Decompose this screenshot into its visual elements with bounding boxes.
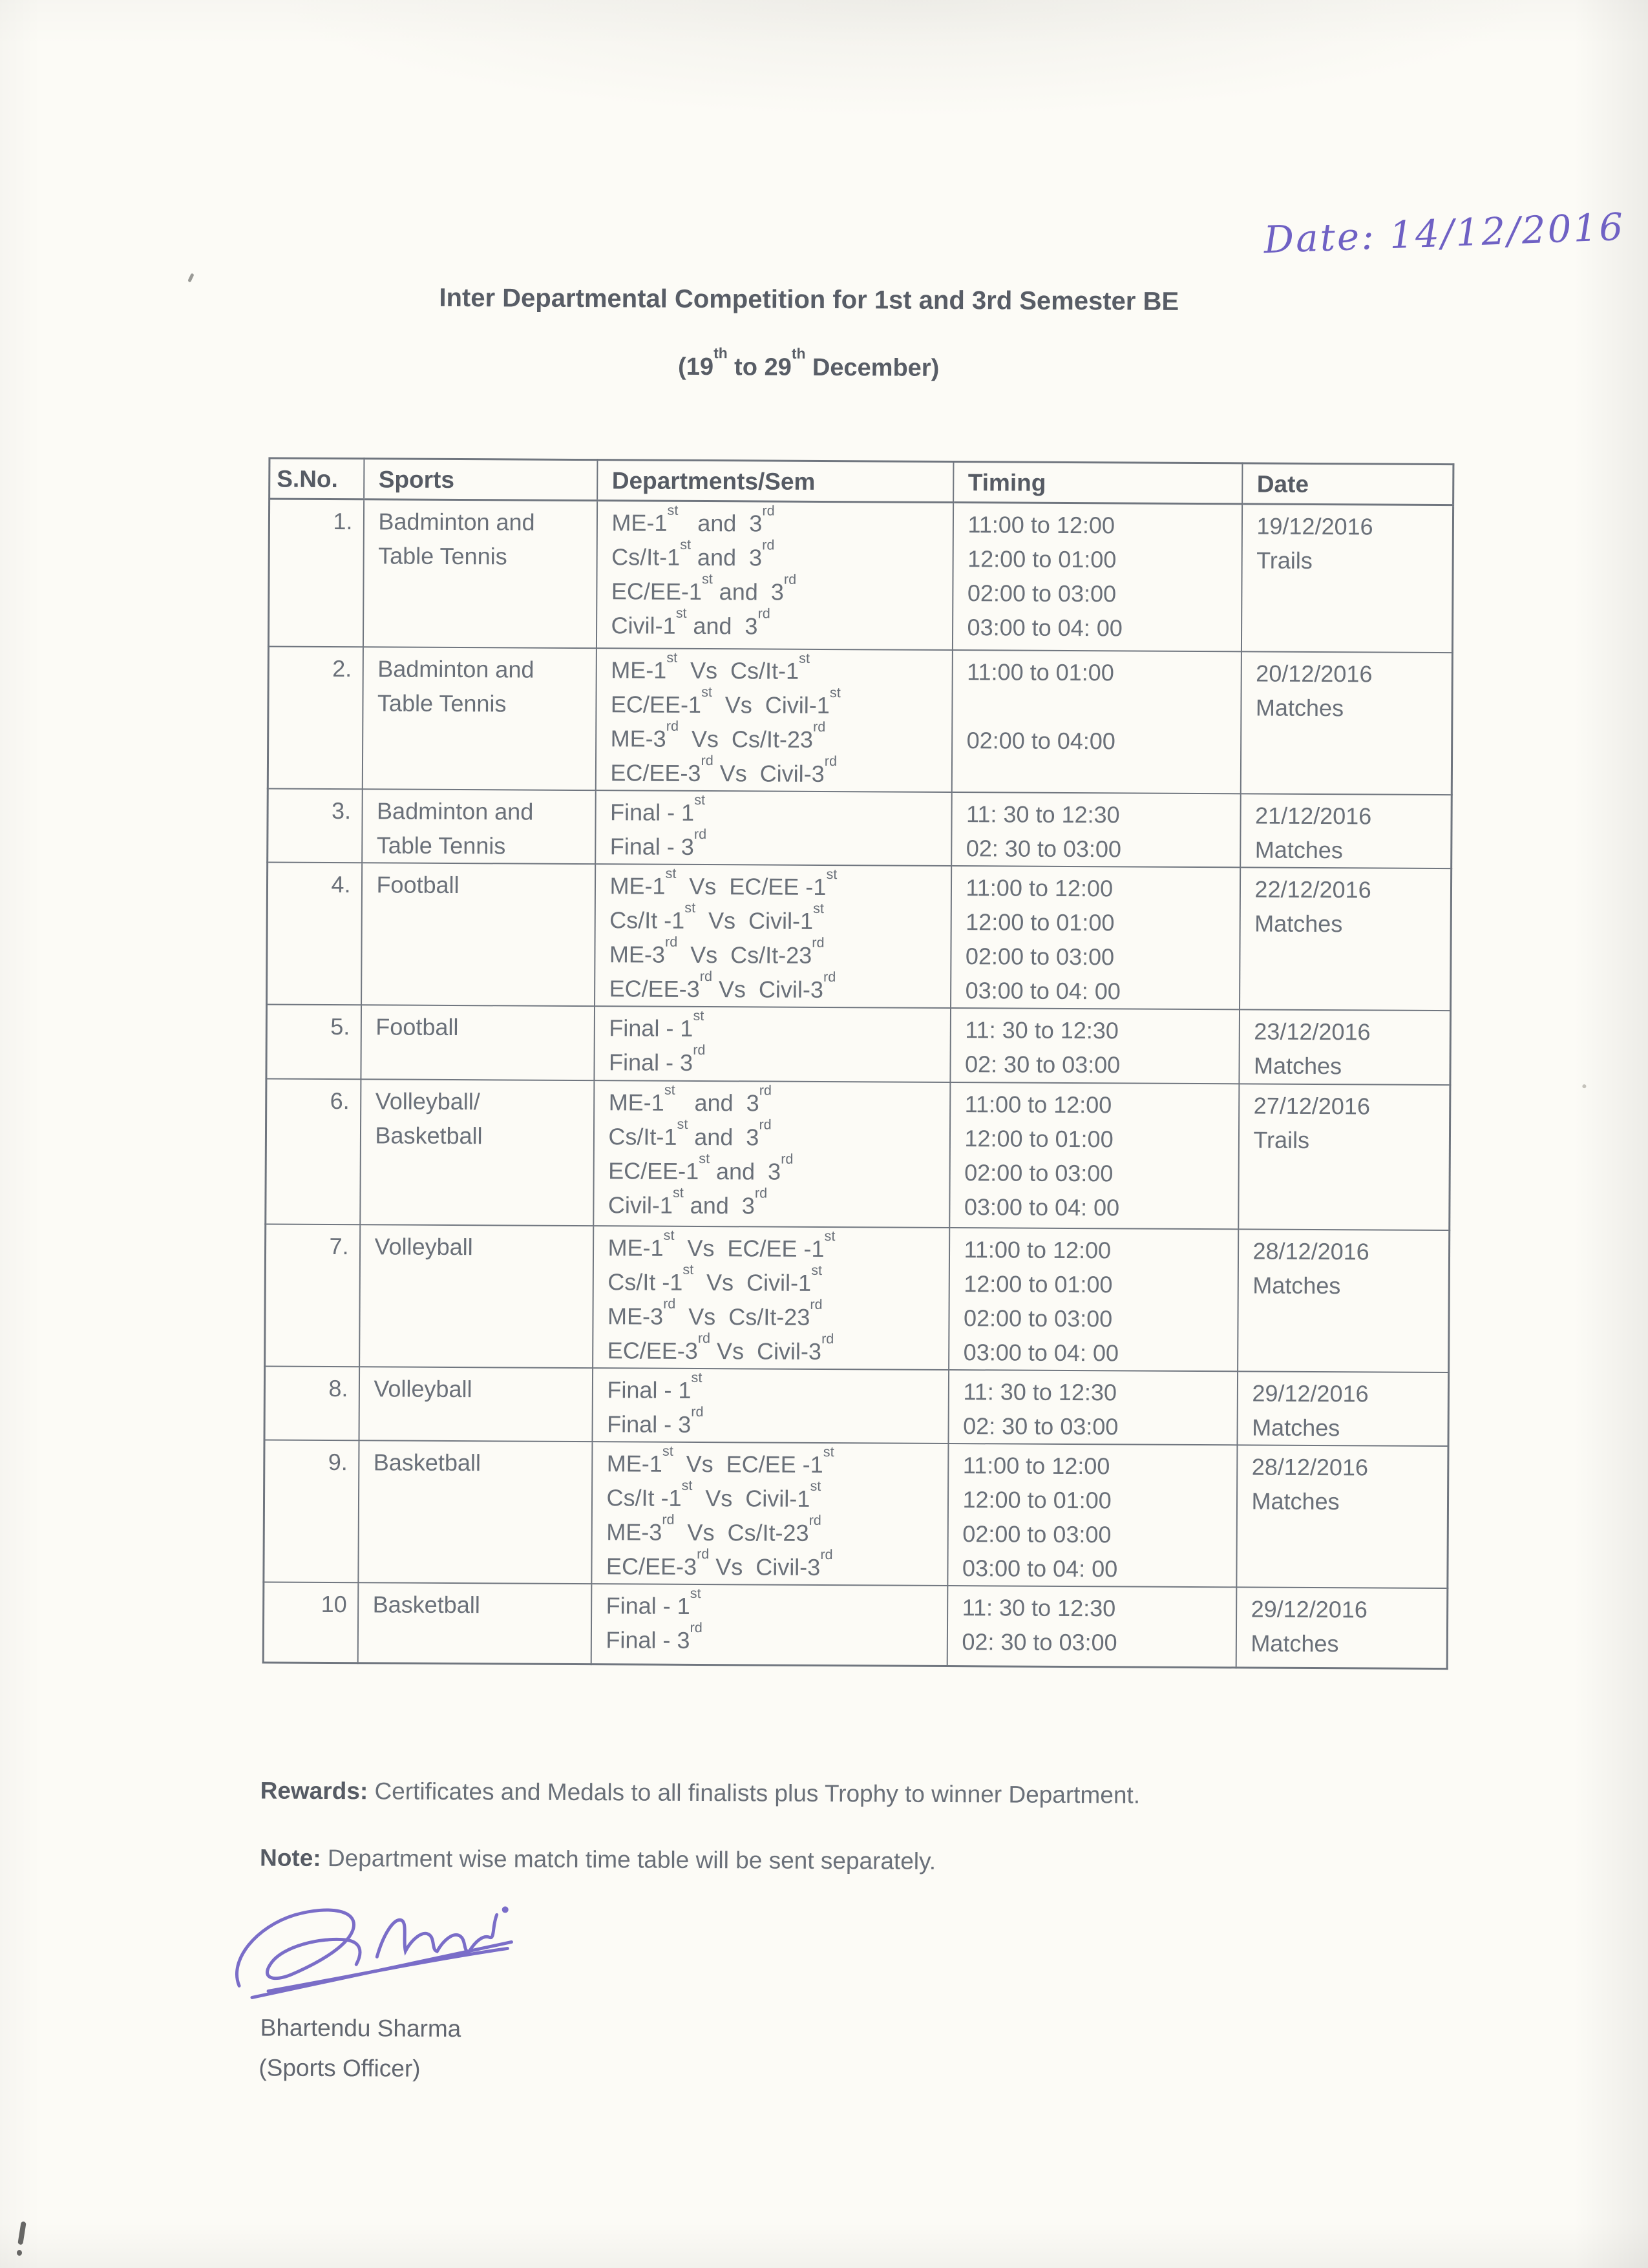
cell-line: 03:00 to 04: 00: [963, 1338, 1119, 1366]
cell-line: 02:00 to 03:00: [964, 1159, 1114, 1186]
cell-line: 11:00 to 12:00: [964, 1235, 1112, 1263]
cell-line: 02: 30 to 03:00: [962, 1628, 1117, 1655]
cell-line: 02: 30 to 03:00: [963, 1412, 1119, 1440]
note-label: Note:: [260, 1844, 321, 1871]
cell-line: 02:00 to 03:00: [967, 580, 1117, 607]
cell-line: EC/EE-3rd Vs Civil-3rd: [607, 1329, 834, 1365]
scan-artifact: [187, 273, 195, 282]
rewards-text: Certificates and Medals to all finalists plus Trophy to winner Department.: [368, 1778, 1141, 1809]
cell-line: 12:00 to 01:00: [967, 545, 1117, 573]
cell-line: 02:00 to 04:00: [966, 726, 1116, 754]
cell-line: 11: 30 to 12:30: [966, 800, 1120, 828]
cell-line: ME-1st Vs Cs/It-1st: [611, 649, 810, 684]
cell-line: Badminton and: [377, 797, 534, 825]
cell-line: Final - 1st: [609, 1007, 704, 1042]
cell-sno: [266, 1078, 361, 1224]
cell-line: 03:00 to 04: 00: [965, 976, 1121, 1004]
cell-line: 11:00 to 12:00: [962, 1451, 1110, 1479]
cell-line: Final - 3rd: [606, 1619, 703, 1654]
cell-sports: [359, 1224, 593, 1368]
cell-departments: [595, 648, 952, 792]
cell-timing: [949, 1082, 1239, 1229]
document-title: Inter Departmental Competition for 1st and 3rd Semester BE: [439, 283, 1179, 316]
cell-line: 02:00 to 03:00: [962, 1520, 1112, 1548]
cell-line: 20/12/2016: [1256, 659, 1373, 687]
cell-date: [1238, 1084, 1450, 1230]
schedule-table-body: [263, 499, 1453, 1669]
cell-departments: [595, 864, 951, 1008]
cell-line: 03:00 to 04: 00: [962, 1554, 1118, 1582]
cell-line: Table Tennis: [378, 542, 507, 570]
cell-date: [1240, 793, 1452, 868]
cell-date: [1236, 1587, 1448, 1669]
cell-line: Trails: [1253, 1126, 1310, 1153]
cell-departments: [593, 1080, 950, 1228]
cell-line: Badminton and: [377, 655, 534, 683]
cell-timing: [947, 1444, 1237, 1587]
cell-line: 23/12/2016: [1254, 1017, 1371, 1045]
cell-line: Cs/It -1st Vs Civil-1st: [607, 1261, 823, 1296]
cell-timing: [947, 1586, 1236, 1668]
cell-line: 7.: [329, 1232, 349, 1259]
cell-line: Trails: [1256, 547, 1313, 574]
cell-sports: [360, 1079, 594, 1226]
handwritten-date: Date: 14/12/2016: [1263, 204, 1626, 262]
cell-line: Cs/It -1st Vs Civil-1st: [606, 1476, 821, 1512]
cell-line: Matches: [1252, 1413, 1340, 1441]
cell-line: 02: 30 to 03:00: [964, 1050, 1121, 1078]
cell-sports: [359, 1367, 593, 1442]
cell-line: Volleyball: [374, 1374, 472, 1402]
cell-line: Matches: [1254, 909, 1343, 937]
rewards-label: Rewards:: [260, 1777, 368, 1805]
cell-line: Matches: [1255, 693, 1344, 721]
cell-timing: [948, 1370, 1238, 1445]
cell-line: 8.: [328, 1374, 348, 1402]
scan-artifact: [1582, 1084, 1586, 1088]
cell-line: ME-1st and 3rd: [611, 501, 775, 537]
cell-sports: [362, 789, 596, 864]
cell-line: 21/12/2016: [1254, 801, 1372, 829]
cell-line: Football: [376, 870, 460, 898]
note-line: [260, 1844, 1462, 1878]
cell-line: 5.: [330, 1013, 350, 1040]
cell-line: EC/EE-3rd Vs Civil-3rd: [606, 1545, 833, 1580]
cell-line: EC/EE-1st Vs Civil-1st: [610, 683, 841, 719]
cell-line: 22/12/2016: [1254, 875, 1371, 903]
cell-line: Matches: [1254, 835, 1343, 863]
table-row: [263, 1582, 1448, 1669]
cell-line: 2.: [332, 655, 352, 682]
cell-sno: [263, 1582, 358, 1663]
cell-line: 9.: [328, 1448, 348, 1475]
cell-line: 1.: [333, 508, 353, 535]
cell-line: Badminton and: [378, 508, 535, 536]
cell-timing: [952, 503, 1241, 651]
table-row: [268, 499, 1453, 653]
cell-sports: [362, 647, 596, 790]
cell-line: Matches: [1251, 1487, 1340, 1515]
cell-line: 19/12/2016: [1256, 512, 1373, 540]
cell-line: 3.: [331, 797, 352, 824]
cell-line: 28/12/2016: [1251, 1453, 1369, 1480]
cell-departments: [596, 501, 953, 650]
document-subtitle: (19th to 29th December): [677, 344, 940, 382]
cell-line: Cs/It -1st Vs Civil-1st: [609, 899, 825, 934]
header-cell-date: Date: [1242, 463, 1453, 505]
cell-sno: [265, 1224, 360, 1367]
signature-ink-icon: [223, 1887, 521, 2018]
cell-line: Matches: [1252, 1271, 1341, 1299]
table-row: [267, 862, 1452, 1011]
cell-line: 6.: [330, 1087, 350, 1114]
cell-line: [967, 689, 1240, 724]
cell-sno: [268, 499, 363, 647]
cell-line: Final - 3rd: [608, 1041, 706, 1076]
table-row: [268, 788, 1452, 868]
cell-line: 10: [321, 1590, 347, 1617]
cell-date: [1240, 651, 1452, 795]
signatory-title: (Sports Officer): [259, 2054, 421, 2082]
cell-departments: [595, 790, 952, 866]
cell-line: 27/12/2016: [1253, 1091, 1371, 1119]
cell-line: ME-1st and 3rd: [608, 1081, 772, 1116]
cell-timing: [951, 866, 1240, 1009]
cell-line: Cs/It-1st and 3rd: [608, 1115, 772, 1150]
cell-departments: [591, 1442, 948, 1586]
cell-sno: [268, 788, 363, 863]
table-row: [265, 1224, 1450, 1372]
table-row: [266, 1004, 1451, 1085]
cell-sports: [357, 1582, 591, 1664]
cell-timing: [949, 1228, 1238, 1371]
cell-line: Cs/It-1st and 3rd: [611, 536, 775, 571]
cell-line: Basketball: [373, 1448, 481, 1476]
cell-sno: [264, 1366, 359, 1440]
cell-line: 4.: [331, 870, 351, 898]
cell-line: EC/EE-1st and 3rd: [611, 571, 797, 605]
cell-line: ME-1st Vs EC/EE -1st: [609, 865, 838, 900]
cell-line: 11:00 to 12:00: [967, 511, 1115, 539]
cell-line: ME-1st Vs EC/EE -1st: [606, 1442, 834, 1478]
cell-sno: [264, 1440, 359, 1582]
cell-line: 02:00 to 03:00: [963, 1304, 1113, 1332]
cell-line: Final - 3rd: [607, 1403, 704, 1438]
cell-line: ME-3rd Vs Cs/It-23rd: [609, 933, 825, 969]
cell-sports: [363, 499, 597, 648]
cell-departments: [592, 1368, 949, 1444]
cell-line: 28/12/2016: [1252, 1237, 1369, 1265]
cell-sno: [266, 1004, 361, 1079]
table-row: [264, 1366, 1449, 1446]
cell-date: [1236, 1445, 1448, 1588]
cell-sno: [267, 862, 362, 1005]
cell-line: ME-3rd Vs Cs/It-23rd: [607, 1295, 823, 1330]
cell-line: Football: [375, 1013, 459, 1040]
cell-line: Volleyball/: [375, 1087, 480, 1115]
cell-line: EC/EE-3rd Vs Civil-3rd: [609, 967, 836, 1003]
cell-sports: [361, 863, 595, 1006]
cell-departments: [591, 1584, 947, 1666]
cell-timing: [951, 650, 1241, 793]
cell-line: Volleyball: [374, 1232, 473, 1260]
table-row: [264, 1440, 1448, 1588]
cell-line: Table Tennis: [376, 831, 506, 859]
cell-line: 11: 30 to 12:30: [963, 1378, 1117, 1405]
cell-line: Matches: [1251, 1629, 1339, 1657]
cell-date: [1241, 504, 1453, 653]
cell-line: 11:00 to 12:00: [964, 1090, 1112, 1118]
cell-line: 11: 30 to 12:30: [962, 1593, 1116, 1621]
cell-line: Final - 3rd: [609, 825, 707, 860]
cell-line: EC/EE-1st and 3rd: [608, 1150, 794, 1185]
cell-line: 02:00 to 03:00: [965, 942, 1115, 970]
header-cell-s-no-: S.No.: [269, 458, 364, 499]
cell-line: 12:00 to 01:00: [966, 908, 1115, 936]
scan-artifact-mark: [17, 2250, 22, 2256]
cell-sno: [268, 646, 363, 789]
cell-line: Table Tennis: [377, 689, 507, 717]
cell-line: 29/12/2016: [1251, 1595, 1368, 1622]
note-text: Department wise match time table will be sent separately.: [321, 1844, 936, 1874]
cell-line: EC/EE-3rd Vs Civil-3rd: [610, 751, 838, 787]
header-cell-timing: Timing: [953, 462, 1242, 504]
header-cell-departments-sem: Departments/Sem: [597, 460, 953, 503]
cell-line: 29/12/2016: [1252, 1379, 1369, 1407]
cell-line: 11:00 to 01:00: [967, 658, 1114, 686]
cell-line: ME-3rd Vs Cs/It-23rd: [610, 717, 826, 753]
cell-line: ME-1st Vs EC/EE -1st: [607, 1226, 836, 1262]
cell-line: 11: 30 to 12:30: [965, 1016, 1119, 1044]
cell-line: Basketball: [375, 1121, 483, 1149]
schedule-table: [262, 457, 1455, 1670]
cell-line: 12:00 to 01:00: [962, 1486, 1112, 1513]
cell-line: Civil-1st and 3rd: [611, 604, 770, 640]
cell-date: [1240, 867, 1452, 1011]
cell-departments: [593, 1226, 949, 1370]
cell-date: [1237, 1371, 1449, 1446]
table-header-row: [269, 458, 1453, 505]
cell-timing: [951, 792, 1241, 867]
table-row: [266, 1078, 1450, 1230]
header-cell-sports: Sports: [364, 459, 597, 501]
cell-sports: [361, 1005, 595, 1080]
cell-line: Civil-1st and 3rd: [607, 1184, 768, 1219]
cell-line: Final - 1st: [609, 791, 706, 826]
rewards-line: [260, 1777, 1463, 1811]
cell-line: 03:00 to 04: 00: [967, 614, 1123, 642]
cell-date: [1238, 1229, 1450, 1372]
cell-timing: [950, 1008, 1240, 1084]
cell-departments: [594, 1006, 951, 1082]
cell-line: 03:00 to 04: 00: [964, 1193, 1120, 1221]
cell-line: ME-3rd Vs Cs/It-23rd: [606, 1511, 821, 1546]
signatory-name: Bhartendu Sharma: [260, 2014, 461, 2042]
cell-line: 02: 30 to 03:00: [966, 834, 1122, 862]
cell-line: Final - 1st: [606, 1584, 701, 1619]
cell-line: 12:00 to 01:00: [964, 1124, 1114, 1152]
cell-date: [1239, 1009, 1451, 1085]
cell-line: 12:00 to 01:00: [964, 1270, 1113, 1297]
table-row: [268, 646, 1452, 795]
cell-line: Final - 1st: [607, 1369, 703, 1403]
cell-line: Basketball: [372, 1590, 480, 1618]
cell-sports: [358, 1440, 592, 1584]
cell-line: 11:00 to 12:00: [966, 874, 1114, 901]
cell-line: Matches: [1253, 1051, 1342, 1079]
